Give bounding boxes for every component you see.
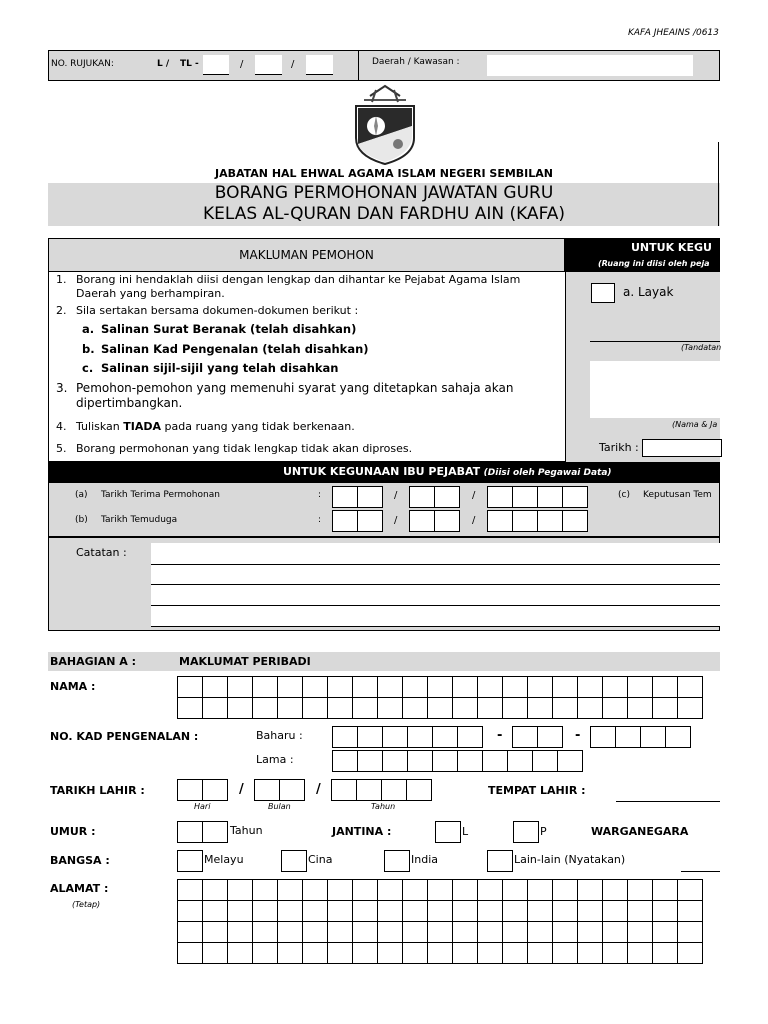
- interview-date-letter: (b): [75, 515, 88, 525]
- interview-date-year[interactable]: [487, 510, 587, 532]
- ic-dash-1: -: [497, 728, 503, 743]
- char-box[interactable]: [427, 879, 453, 901]
- race-chinese-checkbox[interactable]: [281, 850, 306, 872]
- char-box[interactable]: [252, 942, 278, 964]
- char-box[interactable]: [452, 879, 478, 901]
- document-b-letter: b.: [82, 342, 95, 356]
- char-box[interactable]: [377, 921, 403, 943]
- dob-day-caption: Hari: [194, 802, 211, 811]
- race-indian-label: India: [411, 853, 438, 866]
- notes-line: [151, 584, 720, 585]
- char-box[interactable]: [677, 900, 703, 922]
- char-box[interactable]: [277, 697, 303, 719]
- form-title-line-2: KELAS AL-QURAN DAN FARDHU AIN (KAFA): [202, 204, 566, 224]
- office-use-subheader: (Ruang ini diisi oleh peja: [598, 259, 710, 268]
- char-box[interactable]: [352, 921, 378, 943]
- char-box[interactable]: [677, 921, 703, 943]
- race-other-input-line[interactable]: [681, 871, 720, 872]
- char-box[interactable]: [552, 921, 578, 943]
- char-box[interactable]: [627, 942, 653, 964]
- char-box[interactable]: [627, 676, 653, 698]
- document-c-text: Salinan sijil-sijil yang telah disahkan: [101, 361, 339, 375]
- interview-date-slash-1: /: [394, 515, 398, 526]
- address-label: ALAMAT :: [50, 882, 109, 895]
- char-box[interactable]: [252, 697, 278, 719]
- info-item-1-text-cont: Daerah yang berhampiran.: [76, 287, 225, 300]
- received-date-day[interactable]: [332, 486, 382, 508]
- char-box[interactable]: [177, 879, 203, 901]
- char-box[interactable]: [427, 697, 453, 719]
- info-item-4-text: Tuliskan TIADA pada ruang yang tidak berkenaan.: [76, 420, 355, 433]
- address-boxes-row-3[interactable]: [177, 921, 702, 943]
- char-box[interactable]: [352, 879, 378, 901]
- char-box[interactable]: [327, 697, 353, 719]
- char-box[interactable]: [477, 942, 503, 964]
- char-box[interactable]: [552, 900, 578, 922]
- char-box[interactable]: [252, 879, 278, 901]
- char-box[interactable]: [677, 697, 703, 719]
- interview-date-colon: :: [318, 515, 322, 525]
- gender-label: JANTINA :: [332, 825, 392, 838]
- char-box[interactable]: [652, 676, 678, 698]
- eligible-checkbox[interactable]: [591, 283, 615, 303]
- dob-day[interactable]: [177, 779, 227, 801]
- char-box[interactable]: [677, 879, 703, 901]
- decision-letter: (c): [618, 490, 630, 500]
- char-box[interactable]: [477, 697, 503, 719]
- char-box[interactable]: [527, 697, 553, 719]
- ic-new-part-2[interactable]: [512, 726, 562, 748]
- char-box[interactable]: [602, 921, 628, 943]
- char-box[interactable]: [652, 879, 678, 901]
- char-box[interactable]: [377, 879, 403, 901]
- char-box[interactable]: [177, 921, 203, 943]
- char-box[interactable]: [577, 900, 603, 922]
- age-boxes[interactable]: [177, 821, 227, 843]
- char-box[interactable]: [627, 879, 653, 901]
- char-box[interactable]: [677, 676, 703, 698]
- info-divider: [565, 238, 566, 462]
- char-box[interactable]: [227, 900, 253, 922]
- interview-date-slash-2: /: [472, 515, 476, 526]
- reference-field-3[interactable]: [306, 55, 333, 75]
- name-boxes-row-2[interactable]: [177, 697, 702, 719]
- char-box[interactable]: [452, 942, 478, 964]
- char-box[interactable]: [652, 942, 678, 964]
- age-label: UMUR :: [50, 825, 96, 838]
- char-box[interactable]: [652, 697, 678, 719]
- char-box[interactable]: [452, 676, 478, 698]
- char-box[interactable]: [177, 900, 203, 922]
- char-box[interactable]: [177, 676, 203, 698]
- char-box[interactable]: [377, 900, 403, 922]
- interview-date-label: Tarikh Temuduga: [101, 515, 178, 525]
- char-box[interactable]: [302, 921, 328, 943]
- char-box[interactable]: [477, 900, 503, 922]
- form-code: KAFA JHEAINS /0613: [628, 28, 719, 38]
- dob-month[interactable]: [254, 779, 304, 801]
- race-malay-label: Melayu: [204, 853, 244, 866]
- info-item-2-number: 2.: [56, 304, 67, 317]
- char-box[interactable]: [202, 942, 228, 964]
- char-box[interactable]: [277, 900, 303, 922]
- reference-field-1[interactable]: [203, 55, 229, 75]
- notes-input[interactable]: [151, 543, 720, 627]
- char-box[interactable]: [252, 900, 278, 922]
- char-box[interactable]: [652, 921, 678, 943]
- char-box[interactable]: [227, 879, 253, 901]
- address-caption: (Tetap): [72, 900, 101, 909]
- ic-label: NO. KAD PENGENALAN :: [50, 730, 199, 743]
- race-other-label: Lain-lain (Nyatakan): [514, 853, 626, 866]
- char-box[interactable]: [452, 697, 478, 719]
- char-box[interactable]: [427, 900, 453, 922]
- document-c-letter: c.: [82, 361, 94, 375]
- gender-female-label: P: [540, 825, 547, 838]
- document-a-text: Salinan Surat Beranak (telah disahkan): [101, 322, 357, 336]
- char-box[interactable]: [277, 879, 303, 901]
- char-box[interactable]: [327, 900, 353, 922]
- ic-old-label: Lama :: [256, 753, 294, 766]
- char-box[interactable]: [402, 942, 428, 964]
- received-date-month[interactable]: [409, 486, 459, 508]
- char-box[interactable]: [227, 942, 253, 964]
- info-item-3-number: 3.: [56, 381, 68, 395]
- race-label: BANGSA :: [50, 854, 110, 867]
- ic-new-part-1[interactable]: [332, 726, 482, 748]
- reference-tl: TL -: [180, 59, 199, 69]
- char-box[interactable]: [202, 697, 228, 719]
- document-b-text: Salinan Kad Pengenalan (telah disahkan): [101, 342, 369, 356]
- citizenship-label: WARGANEGARA: [591, 825, 689, 838]
- ic-new-part-3[interactable]: [590, 726, 690, 748]
- eligible-label: a. Layak: [623, 285, 674, 299]
- char-box[interactable]: [352, 697, 378, 719]
- info-item-5-text: Borang permohonan yang tidak lengkap tidak akan diproses.: [76, 442, 413, 455]
- race-malay-checkbox[interactable]: [177, 850, 202, 872]
- office-date-input[interactable]: [642, 439, 722, 457]
- char-box[interactable]: [402, 921, 428, 943]
- notes-line: [151, 626, 720, 627]
- notes-label: Catatan :: [76, 546, 127, 559]
- char-box[interactable]: [627, 697, 653, 719]
- char-box[interactable]: [627, 921, 653, 943]
- name-label: NAMA :: [50, 680, 96, 693]
- reference-prefix: L /: [157, 59, 170, 69]
- char-box[interactable]: [527, 942, 553, 964]
- stamp-area[interactable]: [590, 361, 720, 418]
- char-box[interactable]: [402, 697, 428, 719]
- char-box[interactable]: [327, 879, 353, 901]
- dob-slash-2: /: [316, 782, 321, 797]
- decision-label: Keputusan Tem: [643, 490, 712, 500]
- char-box[interactable]: [252, 921, 278, 943]
- info-item-4-number: 4.: [56, 420, 67, 433]
- char-box[interactable]: [302, 676, 328, 698]
- char-box[interactable]: [552, 942, 578, 964]
- received-date-label: Tarikh Terima Permohonan: [101, 490, 220, 500]
- char-box[interactable]: [377, 676, 403, 698]
- char-box[interactable]: [277, 676, 303, 698]
- received-date-letter: (a): [75, 490, 88, 500]
- gender-female-checkbox[interactable]: [513, 821, 538, 843]
- char-box[interactable]: [302, 879, 328, 901]
- section-a-label: BAHAGIAN A :: [50, 655, 137, 668]
- dob-slash-1: /: [239, 782, 244, 797]
- received-date-year[interactable]: [487, 486, 587, 508]
- reference-label: NO. RUJUKAN:: [51, 59, 114, 69]
- char-box[interactable]: [202, 879, 228, 901]
- race-chinese-label: Cina: [308, 853, 333, 866]
- interview-date-day[interactable]: [332, 510, 382, 532]
- char-box[interactable]: [602, 879, 628, 901]
- info-header: MAKLUMAN PEMOHON: [239, 248, 374, 262]
- char-box[interactable]: [352, 900, 378, 922]
- char-box[interactable]: [477, 676, 503, 698]
- ic-old-boxes[interactable]: [332, 750, 582, 772]
- char-box[interactable]: [602, 697, 628, 719]
- char-box[interactable]: [602, 900, 628, 922]
- char-box[interactable]: [327, 942, 353, 964]
- char-box[interactable]: [577, 879, 603, 901]
- title-right-rule: [718, 142, 719, 226]
- char-box[interactable]: [177, 697, 203, 719]
- char-box[interactable]: [327, 921, 353, 943]
- office-date-label: Tarikh :: [599, 441, 639, 454]
- char-box[interactable]: [227, 676, 253, 698]
- address-boxes-row-4[interactable]: [177, 942, 702, 964]
- char-box[interactable]: [552, 879, 578, 901]
- district-input[interactable]: [487, 55, 693, 76]
- char-box[interactable]: [502, 676, 528, 698]
- char-box[interactable]: [677, 942, 703, 964]
- char-box[interactable]: [527, 900, 553, 922]
- char-box[interactable]: [427, 676, 453, 698]
- dob-year[interactable]: [331, 779, 431, 801]
- reference-slash-1: /: [240, 59, 244, 70]
- name-boxes-row-1[interactable]: [177, 676, 702, 698]
- received-date-slash-2: /: [472, 490, 476, 501]
- age-unit: Tahun: [230, 824, 263, 837]
- dob-month-caption: Bulan: [268, 802, 291, 811]
- char-box[interactable]: [352, 942, 378, 964]
- dob-label: TARIKH LAHIR :: [50, 784, 145, 797]
- char-box[interactable]: [527, 676, 553, 698]
- gender-male-checkbox[interactable]: [435, 821, 460, 843]
- char-box[interactable]: [527, 921, 553, 943]
- char-box[interactable]: [552, 676, 578, 698]
- char-box[interactable]: [277, 942, 303, 964]
- char-box[interactable]: [502, 879, 528, 901]
- char-box[interactable]: [502, 697, 528, 719]
- pob-label: TEMPAT LAHIR :: [488, 784, 586, 797]
- document-a-letter: a.: [82, 322, 95, 336]
- state-crest-logo: [350, 82, 420, 168]
- interview-date-month[interactable]: [409, 510, 459, 532]
- address-boxes-row-1[interactable]: [177, 879, 702, 901]
- info-item-5-number: 5.: [56, 442, 67, 455]
- char-box[interactable]: [402, 676, 428, 698]
- ic-new-label: Baharu :: [256, 729, 303, 742]
- char-box[interactable]: [327, 676, 353, 698]
- signature-caption: (Tandatan: [681, 343, 722, 352]
- ic-dash-2: -: [575, 728, 581, 743]
- char-box[interactable]: [177, 942, 203, 964]
- char-box[interactable]: [252, 676, 278, 698]
- char-box[interactable]: [377, 697, 403, 719]
- info-item-2-text: Sila sertakan bersama dokumen-dokumen berikut :: [76, 304, 359, 317]
- char-box[interactable]: [577, 921, 603, 943]
- stamp-caption: (Nama & Ja: [672, 420, 718, 429]
- char-box[interactable]: [302, 900, 328, 922]
- char-box[interactable]: [602, 676, 628, 698]
- char-box[interactable]: [402, 900, 428, 922]
- notes-line: [151, 564, 720, 565]
- char-box[interactable]: [577, 942, 603, 964]
- reference-field-2[interactable]: [255, 55, 282, 75]
- char-box[interactable]: [527, 879, 553, 901]
- reference-divider: [358, 50, 359, 81]
- office-use-header: UNTUK KEGU: [631, 241, 712, 254]
- char-box[interactable]: [652, 900, 678, 922]
- gender-male-label: L: [462, 825, 469, 838]
- char-box[interactable]: [452, 900, 478, 922]
- received-date-colon: :: [318, 490, 322, 500]
- char-box[interactable]: [427, 942, 453, 964]
- char-box[interactable]: [227, 697, 253, 719]
- char-box[interactable]: [302, 697, 328, 719]
- char-box[interactable]: [277, 921, 303, 943]
- char-box[interactable]: [427, 921, 453, 943]
- char-box[interactable]: [502, 921, 528, 943]
- section-a-title: MAKLUMAT PERIBADI: [179, 655, 311, 668]
- char-box[interactable]: [477, 879, 503, 901]
- char-box[interactable]: [577, 697, 603, 719]
- notes-line: [151, 605, 720, 606]
- info-item-1-text: Borang ini hendaklah diisi dengan lengkap dan dihantar ke Pejabat Agama Islam: [76, 273, 521, 286]
- char-box[interactable]: [552, 697, 578, 719]
- head-office-header: UNTUK KEGUNAAN IBU PEJABAT (Diisi oleh Pegawai Data): [283, 465, 612, 478]
- info-item-3-text: Pemohon-pemohon yang memenuhi syarat yang ditetapkan sahaja akan: [76, 381, 514, 395]
- address-boxes-row-2[interactable]: [177, 900, 702, 922]
- race-indian-checkbox[interactable]: [384, 850, 409, 872]
- signature-line: [590, 341, 720, 342]
- section-a-bar: [48, 652, 720, 671]
- char-box[interactable]: [477, 921, 503, 943]
- char-box[interactable]: [202, 676, 228, 698]
- char-box[interactable]: [202, 921, 228, 943]
- form-title-line-1: BORANG PERMOHONAN JAWATAN GURU: [214, 183, 554, 203]
- char-box[interactable]: [302, 942, 328, 964]
- info-item-3-text-cont: dipertimbangkan.: [76, 396, 183, 410]
- pob-input-line[interactable]: [616, 801, 720, 802]
- char-box[interactable]: [452, 921, 478, 943]
- char-box[interactable]: [502, 900, 528, 922]
- district-label: Daerah / Kawasan :: [372, 57, 460, 67]
- race-other-checkbox[interactable]: [487, 850, 512, 872]
- char-box[interactable]: [227, 921, 253, 943]
- char-box[interactable]: [402, 879, 428, 901]
- received-date-slash-1: /: [394, 490, 398, 501]
- dob-year-caption: Tahun: [371, 802, 396, 811]
- department-name: JABATAN HAL EHWAL AGAMA ISLAM NEGERI SEMBILAN: [214, 167, 554, 180]
- char-box[interactable]: [377, 942, 403, 964]
- char-box[interactable]: [602, 942, 628, 964]
- char-box[interactable]: [627, 900, 653, 922]
- reference-slash-2: /: [291, 59, 295, 70]
- char-box[interactable]: [202, 900, 228, 922]
- char-box[interactable]: [352, 676, 378, 698]
- info-item-1-number: 1.: [56, 273, 67, 286]
- char-box[interactable]: [577, 676, 603, 698]
- char-box[interactable]: [502, 942, 528, 964]
